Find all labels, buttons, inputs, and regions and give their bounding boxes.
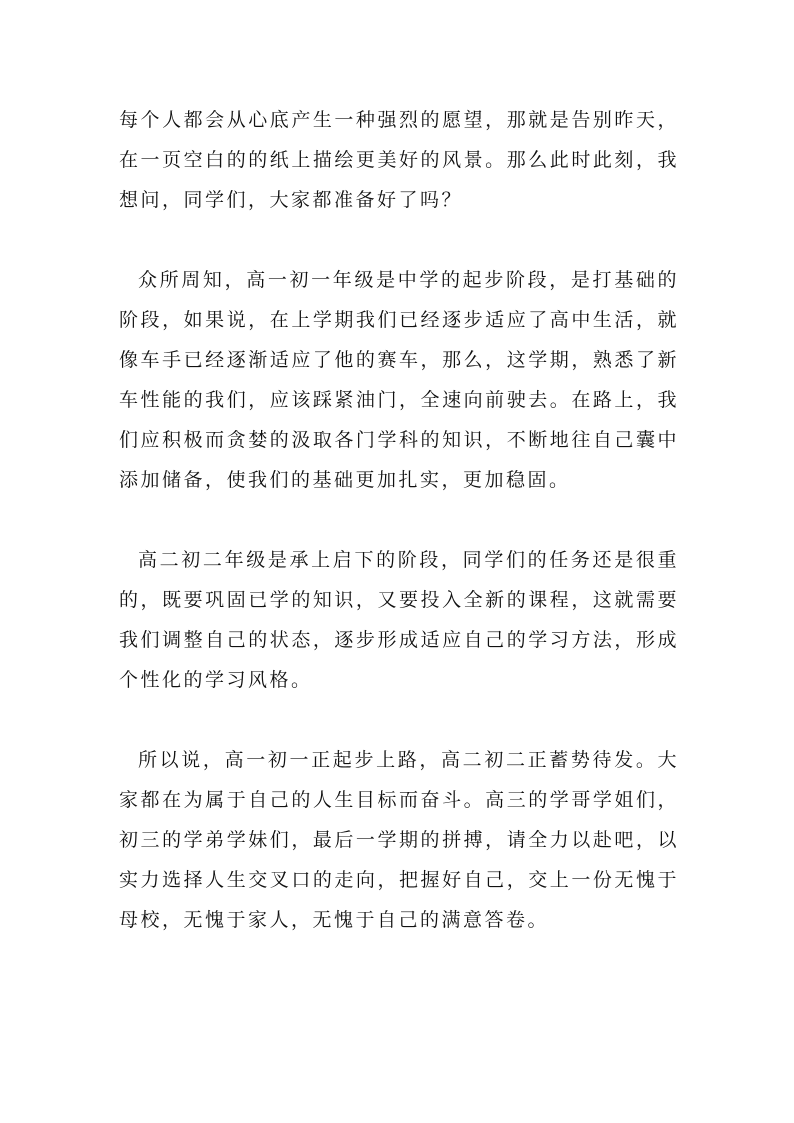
paragraph-grade-two: 高二初二年级是承上启下的阶段，同学们的任务还是很重的，既要巩固已学的知识，又要投入全新的课程，这就需要我们调整自己的状态，逐步形成适应自己的学习方法，形成个性化的学习风格。 [119,549,679,691]
paragraph-intro: 每个人都会从心底产生一种强烈的愿望，那就是告别昨天，在一页空白的的纸上描绘更美好的风景。那么此时此刻，我想问，同学们，大家都准备好了吗？ [119,109,679,211]
document-body [119,100,679,980]
paragraph-grade-one: 众所周知，高一初一年级是中学的起步阶段，是打基础的阶段，如果说，在上学期我们已经逐步适应了高中生活，就像车手已经逐渐适应了他的赛车，那么，这学期，熟悉了新车性能的我们，应该踩紧油门，全速向前驶去。在路上，我们应积极而贪婪的汲取各门学科的知识，不断地往自己囊中添加储备，使我们的基础更加扎实，更加稳固。 [119,269,679,491]
paragraph-conclusion: 所以说，高一初一正起步上路，高二初二正蓄势待发。大家都在为属于自己的人生目标而奋斗。高三的学哥学姐们，初三的学弟学妹们，最后一学期的拼搏，请全力以赴吧，以实力选择人生交叉口的走向，把握好自己，交上一份无愧于母校，无愧于家人，无愧于自己的满意答卷。 [119,749,679,931]
